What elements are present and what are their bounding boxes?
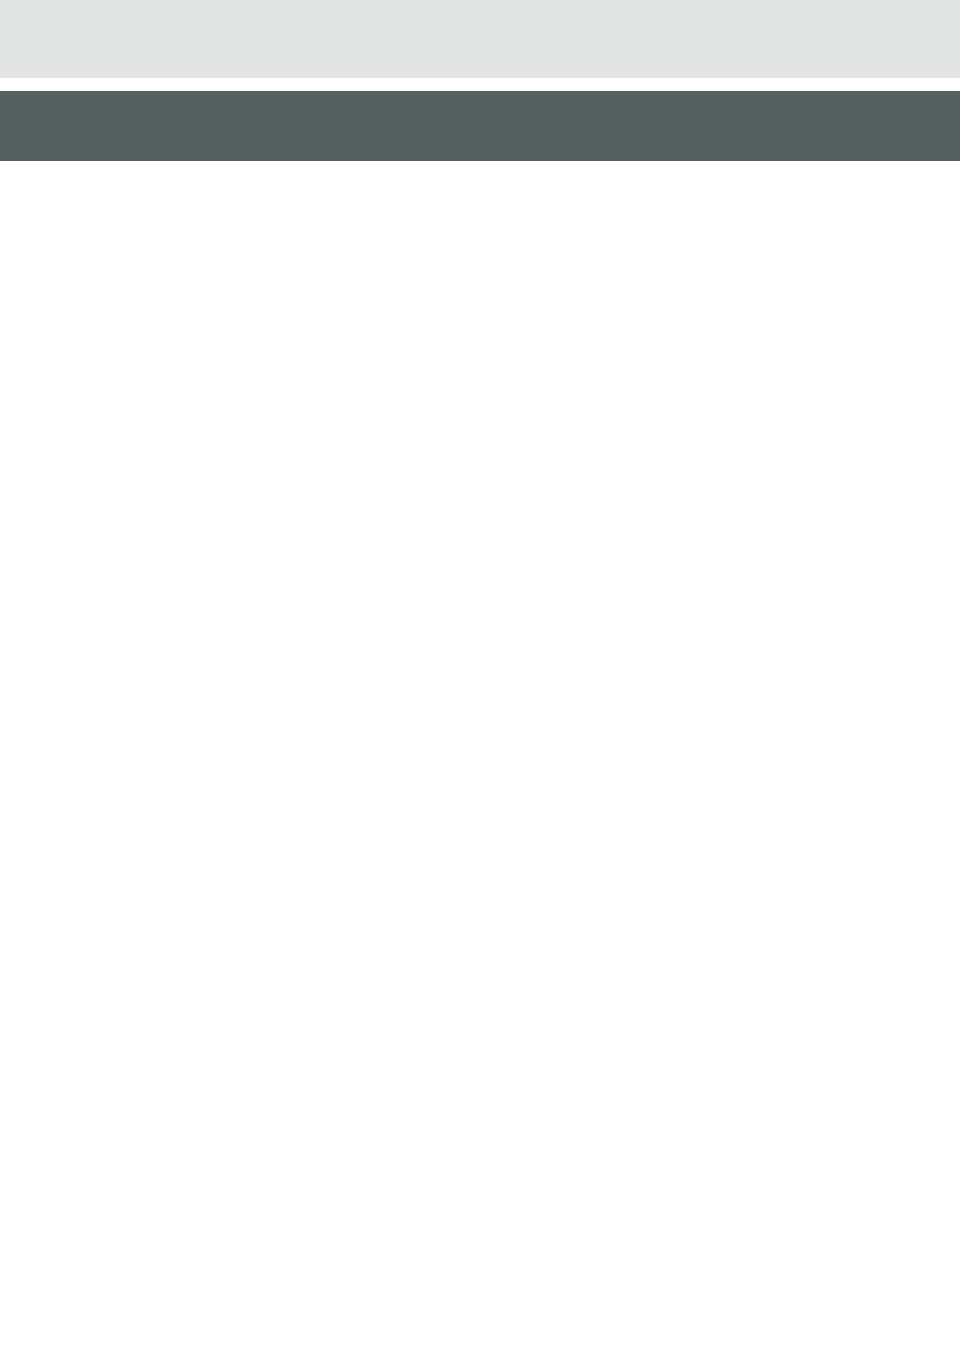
header-banner	[0, 91, 960, 161]
header-bar	[0, 0, 960, 78]
